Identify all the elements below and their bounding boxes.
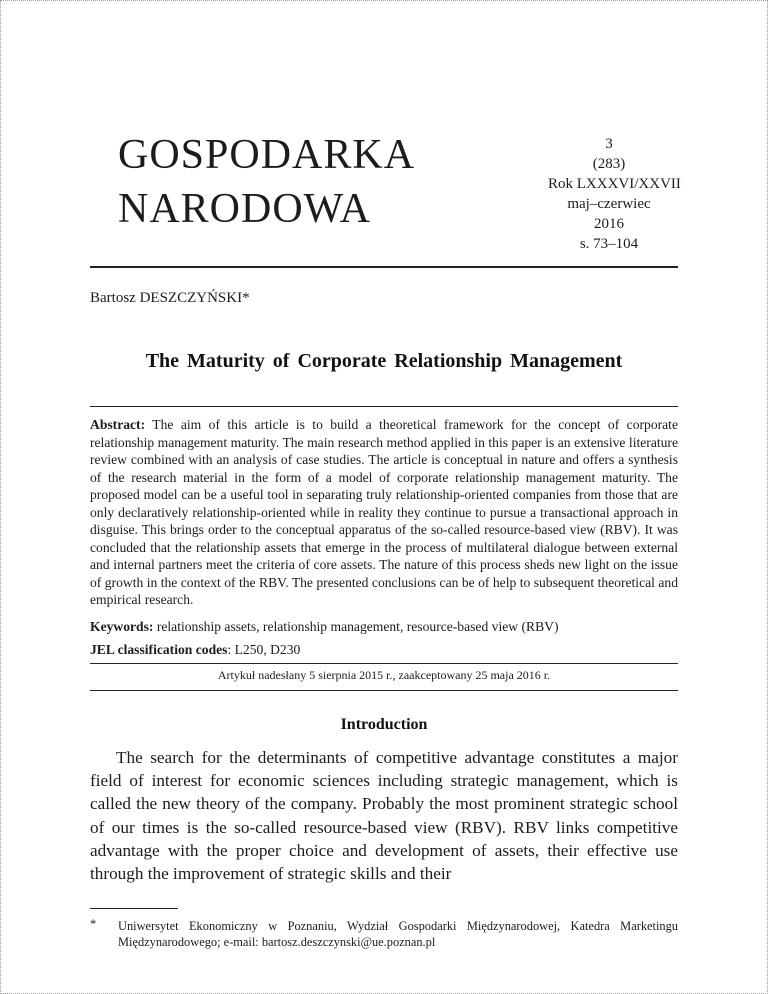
page-range: s. 73–104 <box>579 236 639 252</box>
footnote <box>90 918 678 950</box>
keywords-text: relationship assets, relationship management, resource-based view (RBV) <box>153 619 559 634</box>
jel-text: : L250, D230 <box>227 642 301 657</box>
submission-bottom-rule <box>90 690 678 691</box>
header-rule <box>90 266 678 268</box>
footnote-text: Uniwersytet Ekonomiczny w Poznaniu, Wydział Gospodarki Międzynarodowej, Katedra Marketingu Międzynarodowego; e-mail: bartosz.deszczynski@ue.poznan.pl <box>118 919 678 949</box>
body-paragraph-text: The search for the determinants of competitive advantage constitutes a major field of interest for economic sciences including strategic management, which is called the new theory of the company. Probably the most prominent strategic school of our times is the so-called resource-based view (RBV). RBV links competitive advantage with the proper choice and development of assets, their effective use through the improvement of strategic skills and their <box>90 748 678 884</box>
issue-year: 2016 <box>594 216 624 232</box>
year-volume: Rok LXXXVI/XXVII <box>548 176 681 192</box>
section-heading: Introduction <box>340 716 428 733</box>
issue-info <box>548 134 681 254</box>
journal-title-line1: GOSPODARKA <box>118 132 416 178</box>
abstract-text: The aim of this article is to build a theoretical framework for the concept of corporate relationship management maturity. The main research method applied in this paper is an extensive literature review combined with an analysis of case studies. The article is conceptual in nature and offers a synthesis of the research material in the form of a model of corporate relationship management maturity. The proposed model can be a useful tool in separating truly relationship-oriented companies from those that are only declaratively relationship-oriented while in reality they continue to pursue a transactional approach in disguise. This brings order to the conceptual apparatus of the so-called resource-based view (RBV). It was concluded that the relationship assets that emerge in the process of multilateral dialogue between external and internal partners meet the criteria of core assets. The nature of this process sheds new light on the issue of growth in the context of the RBV. The presented conclusions can be of help to subsequent theoretical and empirical research. <box>90 417 678 607</box>
keywords-label: Keywords: <box>90 619 154 634</box>
abstract-label: Abstract: <box>90 417 146 432</box>
journal-title <box>118 128 498 236</box>
footnote-mark: * <box>90 917 97 931</box>
abstract <box>90 416 678 609</box>
journal-title-line2: NARODOWA <box>118 186 371 232</box>
author-name: Bartosz DESZCZYŃSKI* <box>90 290 250 306</box>
issue-total: (283) <box>592 156 626 172</box>
submission-dates: Artykuł nadesłany 5 sierpnia 2015 r., zaakceptowany 25 maja 2016 r. <box>217 668 551 682</box>
submission-top-rule <box>90 663 678 664</box>
footnote-rule <box>90 908 178 909</box>
jel-label: JEL classification codes <box>90 642 228 657</box>
article-title: The Maturity of Corporate Relationship Management <box>145 350 623 372</box>
issue-number: 3 <box>605 136 613 152</box>
abstract-top-rule <box>90 406 678 407</box>
jel-codes <box>90 642 678 658</box>
issue-months: maj–czerwiec <box>567 196 651 212</box>
body-paragraph <box>90 746 678 885</box>
keywords <box>90 619 678 635</box>
